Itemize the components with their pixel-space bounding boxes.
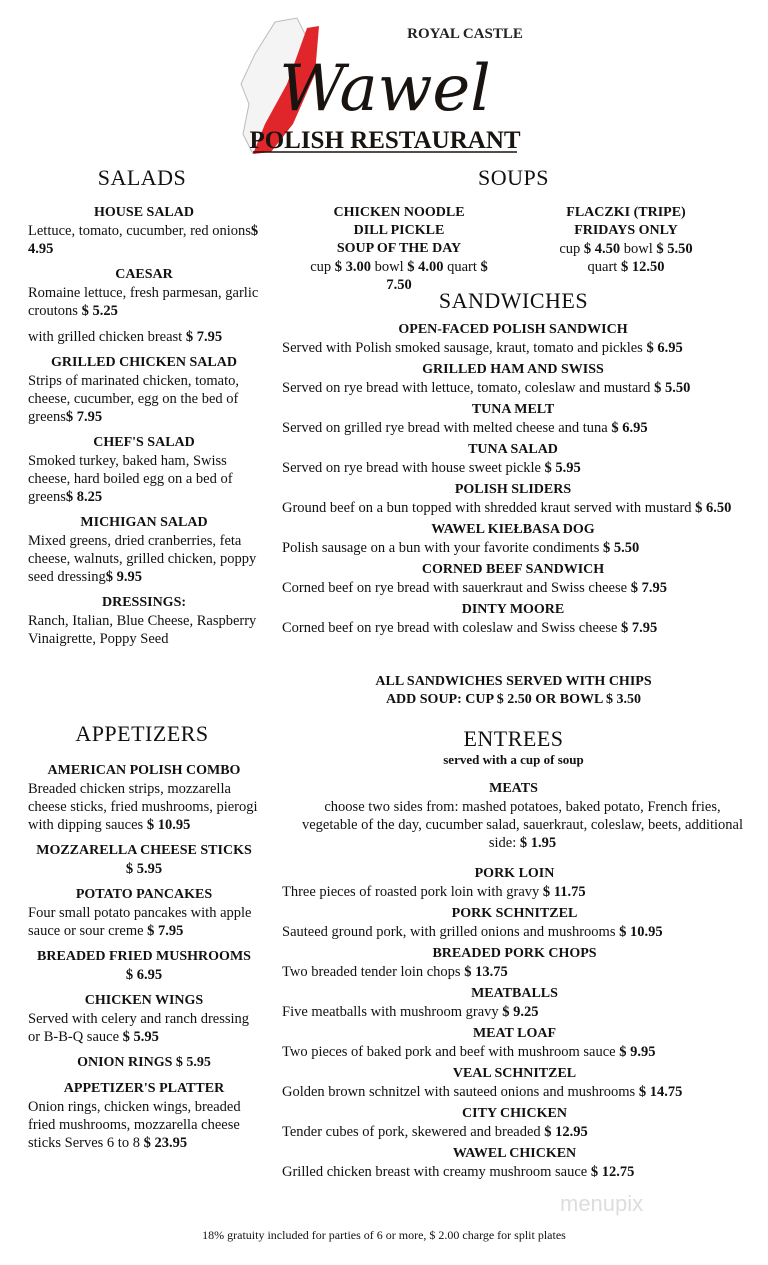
size-label: quart <box>443 259 481 275</box>
description-text: Two breaded tender loin chops <box>282 964 465 980</box>
item-name: CHICKEN WINGS <box>84 993 204 1008</box>
item-name: ONION RINGS <box>77 1055 173 1070</box>
item-description <box>282 619 744 637</box>
item-name: CHEF'S SALAD <box>93 435 195 450</box>
item-price: $ 6.95 <box>646 340 683 356</box>
size-label: cup <box>559 241 584 257</box>
restaurant-logo <box>235 14 535 154</box>
item-title <box>28 266 260 284</box>
item-description <box>28 612 260 648</box>
item-description <box>282 1003 747 1021</box>
item-name: CITY CHICKEN <box>462 1106 567 1121</box>
item-price: $ 5.25 <box>81 303 118 319</box>
menu-item <box>282 1105 747 1141</box>
description-text: Romaine lettuce, fresh parmesan, garlic croutons <box>28 285 259 319</box>
watermark: menupix <box>560 1191 644 1216</box>
description-text: Mixed greens, dried cranberries, feta cheese, walnuts, grilled chicken, poppy seed dressing <box>28 533 257 585</box>
salads-heading: SALADS <box>97 165 187 190</box>
size-price: $ 7.50 <box>386 259 488 293</box>
menu-item <box>282 521 744 557</box>
item-description <box>28 284 260 320</box>
menu-item <box>28 948 260 984</box>
soups-left <box>299 204 499 294</box>
menu-item <box>282 1145 747 1181</box>
description-text: Served with celery and ranch dressing or B-B-Q sauce <box>28 1011 250 1045</box>
item-price: $ 10.95 <box>619 924 663 940</box>
menu-item <box>28 1054 260 1072</box>
item-title <box>282 401 744 419</box>
item-name: WAWEL CHICKEN <box>452 1146 577 1161</box>
item-name: POTATO PANCAKES <box>75 887 213 902</box>
item-name: MOZZARELLA CHEESE STICKS <box>36 843 252 858</box>
item-description <box>282 883 747 901</box>
item-description <box>28 904 260 940</box>
item-title <box>28 762 260 780</box>
description-text: Three pieces of roasted pork loin with gravy <box>282 884 543 900</box>
item-description <box>28 780 260 834</box>
sandwiches-section <box>282 321 744 637</box>
meats-title: MEATS <box>489 781 538 796</box>
menu-item <box>28 842 260 878</box>
appetizers-section <box>28 762 260 1152</box>
item-title <box>28 842 260 860</box>
item-name: TUNA MELT <box>471 402 555 417</box>
item-price: $ 7.95 <box>630 580 667 596</box>
logo-bottom-text: POLISH RESTAURANT <box>249 127 521 154</box>
item-name: MEAT LOAF <box>472 1026 557 1041</box>
item-description <box>28 532 260 586</box>
menu-item <box>28 762 260 834</box>
item-name: OPEN-FACED POLISH SANDWICH <box>398 322 628 337</box>
description-text: Four small potato pancakes with apple sauce or sour creme <box>28 905 252 939</box>
item-price: $ 5.95 <box>122 1029 159 1045</box>
item-description <box>28 372 260 426</box>
size-price: $ 5.50 <box>656 241 693 257</box>
item-description <box>282 539 744 557</box>
item-name: GRILLED HAM AND SWISS <box>422 362 604 377</box>
entrees-subheading: served with a cup of soup <box>443 752 584 767</box>
menu-item <box>28 266 260 346</box>
item-name: PORK LOIN <box>474 866 555 881</box>
item-price: $ 14.75 <box>638 1084 683 1100</box>
item-price: $ 8.25 <box>65 489 103 505</box>
item-price: $ 12.75 <box>590 1164 635 1180</box>
item-title <box>282 1025 747 1043</box>
sandwiches-heading: SANDWICHES <box>438 288 589 313</box>
menu-item <box>282 401 744 437</box>
item-title <box>28 594 260 612</box>
item-title <box>28 948 260 966</box>
logo-name-text: Wawel <box>279 52 491 126</box>
item-title <box>282 1105 747 1123</box>
menu-item <box>282 985 747 1021</box>
item-description <box>282 1123 747 1141</box>
soup-prices <box>526 258 726 276</box>
item-title <box>282 321 744 339</box>
menu-item <box>282 321 744 357</box>
item-title <box>282 905 747 923</box>
description-text: Ranch, Italian, Blue Cheese, Raspberry Vinaigrette, Poppy Seed <box>28 613 257 647</box>
soup-name: SOUP OF THE DAY <box>336 241 462 256</box>
entrees-heading: ENTREES <box>463 726 564 751</box>
item-name: APPETIZER'S PLATTER <box>63 1081 225 1096</box>
description-text: Strips of marinated chicken, tomato, cheese, cucumber, egg on the bed of greens <box>28 373 240 425</box>
description-text: Corned beef on rye bread with coleslaw and Swiss cheese <box>282 620 622 636</box>
soup-name: FLACZKI (TRIPE) <box>566 205 686 220</box>
item-price: $ 5.95 <box>544 460 581 476</box>
item-description <box>282 579 744 597</box>
item-price: $ 11.75 <box>542 884 586 900</box>
item-name: HOUSE SALAD <box>94 205 194 220</box>
size-label: bowl <box>620 241 657 257</box>
description-text: Corned beef on rye bread with sauerkraut and Swiss cheese <box>282 580 631 596</box>
item-name: CORNED BEEF SANDWICH <box>421 562 605 577</box>
size-label: quart <box>587 259 621 275</box>
item-price: $ 7.95 <box>147 923 184 939</box>
item-price: $ 6.95 <box>125 967 163 983</box>
soup-prices <box>526 240 726 258</box>
item-description <box>282 419 744 437</box>
menu-item <box>282 601 744 637</box>
meats-description-text: choose two sides from: mashed potatoes, baked potato, French fries, vegetable of the day, cucumber salad, sauerkraut, coleslaw, beets, additional side: <box>302 799 743 851</box>
item-price: $ 9.95 <box>105 569 142 585</box>
menu-item <box>282 561 744 597</box>
item-name: TUNA SALAD <box>468 442 558 457</box>
item-description <box>28 1010 260 1046</box>
item-title <box>282 561 744 579</box>
item-price: $ 5.95 <box>125 861 163 877</box>
item-title <box>282 1065 747 1083</box>
menu-item <box>282 1065 747 1101</box>
sandwiches-note-2: ADD SOUP: CUP $ 2.50 OR BOWL $ 3.50 <box>385 692 642 707</box>
item-price: $ 6.50 <box>695 500 732 516</box>
item-title <box>282 481 744 499</box>
item-description <box>282 339 744 357</box>
soup-name: CHICKEN NOODLE <box>333 205 465 220</box>
description-text: Breaded chicken strips, mozzarella cheese sticks, fried mushrooms, pierogi with dipping sauces <box>28 781 258 833</box>
item-description <box>282 1043 747 1061</box>
description-text: Onion rings, chicken wings, breaded fried mushrooms, mozzarella cheese sticks Serves 6 to 8 <box>28 1099 241 1151</box>
item-price: $ 23.95 <box>143 1135 188 1151</box>
item-name: BREADED FRIED MUSHROOMS <box>37 949 251 964</box>
menu-item <box>28 204 260 258</box>
item-price: $ 5.50 <box>654 380 691 396</box>
item-title <box>282 601 744 619</box>
item-title <box>28 204 260 222</box>
item-description <box>282 459 744 477</box>
description-text: Polish sausage on a bun with your favorite condiments <box>282 540 603 556</box>
description-text: Ground beef on a bun topped with shredded kraut served with mustard <box>282 500 696 516</box>
item-name: MEATBALLS <box>471 986 558 1001</box>
item-price: $ 13.75 <box>464 964 508 980</box>
item-title <box>28 1054 260 1072</box>
size-price: $ 12.50 <box>620 259 665 275</box>
description-text: Grilled chicken breast with creamy mushroom sauce <box>282 1164 591 1180</box>
item-name: DINTY MOORE <box>461 602 565 617</box>
menu-item <box>282 441 744 477</box>
menu-item <box>28 354 260 426</box>
item-price: $ 7.95 <box>65 409 103 425</box>
item-name: POLISH SLIDERS <box>454 482 572 497</box>
menu-item <box>282 945 747 981</box>
item-price: $ 7.95 <box>621 620 658 636</box>
size-price: $ 4.50 <box>583 241 621 257</box>
menu-item <box>28 594 260 648</box>
size-price: $ 4.00 <box>407 259 444 275</box>
appetizers-heading: APPETIZERS <box>75 721 209 746</box>
item-extra <box>28 328 260 346</box>
soup-name: FRIDAYS ONLY <box>574 223 678 238</box>
item-description <box>28 222 260 258</box>
item-title <box>282 985 747 1003</box>
item-name: PORK SCHNITZEL <box>451 906 578 921</box>
logo-top-text: ROYAL CASTLE <box>407 26 523 42</box>
menu-item <box>28 434 260 506</box>
item-description <box>282 963 747 981</box>
meats-description <box>300 798 745 852</box>
menu-item <box>28 1080 260 1152</box>
entrees-section <box>282 865 747 1181</box>
item-name: CAESAR <box>115 267 173 282</box>
item-name: WAWEL KIEŁBASA DOG <box>431 522 595 537</box>
menu-item <box>282 361 744 397</box>
item-price: $ 12.95 <box>544 1124 588 1140</box>
item-price: $ 9.25 <box>502 1004 539 1020</box>
description-text: Golden brown schnitzel with sauteed onions and mushrooms <box>282 1084 639 1100</box>
item-price: $ 9.95 <box>619 1044 656 1060</box>
item-title <box>28 992 260 1010</box>
size-label: cup <box>310 259 335 275</box>
size-label: bowl <box>371 259 408 275</box>
item-name: AMERICAN POLISH COMBO <box>47 763 241 778</box>
menu-item <box>28 992 260 1046</box>
menu-item <box>282 865 747 901</box>
item-name: GRILLED CHICKEN SALAD <box>51 355 237 370</box>
description-text: Served on rye bread with house sweet pickle <box>282 460 545 476</box>
item-title <box>282 441 744 459</box>
menu-item <box>282 1025 747 1061</box>
description-text: Lettuce, tomato, cucumber, red onions <box>28 223 251 239</box>
item-title <box>282 521 744 539</box>
item-price: $ 10.95 <box>146 817 191 833</box>
item-description <box>282 499 744 517</box>
menu-item <box>28 514 260 586</box>
salads-section <box>28 204 260 648</box>
menu-item <box>282 481 744 517</box>
item-description <box>282 923 747 941</box>
item-price: $ 6.95 <box>611 420 648 436</box>
item-price: $ 5.50 <box>602 540 640 556</box>
item-title <box>28 514 260 532</box>
description-text: Two pieces of baked pork and beef with mushroom sauce <box>282 1044 620 1060</box>
poland-map-logo-icon <box>235 14 535 154</box>
menu-item <box>28 886 260 940</box>
item-price: $ 4.95 <box>28 223 259 257</box>
menu-item <box>282 905 747 941</box>
size-price: $ 3.00 <box>334 259 371 275</box>
description-text: Tender cubes of pork, skewered and breaded <box>282 1124 545 1140</box>
item-description <box>282 379 744 397</box>
item-description <box>282 1163 747 1181</box>
meats-side-price: $ 1.95 <box>519 835 557 851</box>
soup-name: DILL PICKLE <box>353 223 445 238</box>
item-title <box>28 1080 260 1098</box>
item-description <box>28 452 260 506</box>
item-title <box>282 1145 747 1163</box>
item-description <box>282 1083 747 1101</box>
item-title <box>28 886 260 904</box>
item-title <box>282 945 747 963</box>
footer-note: 18% gratuity included for parties of 6 or more, $ 2.00 charge for split plates <box>202 1228 566 1242</box>
description-text: Smoked turkey, baked ham, Swiss cheese, hard boiled egg on a bed of greens <box>28 453 233 505</box>
description-text: Sauteed ground pork, with grilled onions and mushrooms <box>282 924 620 940</box>
soups-heading: SOUPS <box>478 165 549 190</box>
sandwiches-note-1: ALL SANDWICHES SERVED WITH CHIPS <box>375 674 652 689</box>
soups-right <box>526 204 726 276</box>
item-name: DRESSINGS: <box>101 595 187 610</box>
item-name: MICHIGAN SALAD <box>80 515 208 530</box>
item-title <box>28 434 260 452</box>
description-text: Served on rye bread with lettuce, tomato, coleslaw and mustard <box>282 380 655 396</box>
item-price: $ 5.95 <box>175 1055 211 1070</box>
item-title <box>282 865 747 883</box>
extra-price: $ 7.95 <box>185 329 223 345</box>
item-name: BREADED PORK CHOPS <box>432 946 597 961</box>
extra-text: with grilled chicken breast <box>28 329 186 345</box>
item-description <box>28 1098 260 1152</box>
item-title <box>28 354 260 372</box>
item-name: VEAL SCHNITZEL <box>452 1066 577 1081</box>
description-text: Five meatballs with mushroom gravy <box>282 1004 503 1020</box>
item-title <box>282 361 744 379</box>
description-text: Served with Polish smoked sausage, kraut, tomato and pickles <box>282 340 647 356</box>
description-text: Served on grilled rye bread with melted cheese and tuna <box>282 420 612 436</box>
